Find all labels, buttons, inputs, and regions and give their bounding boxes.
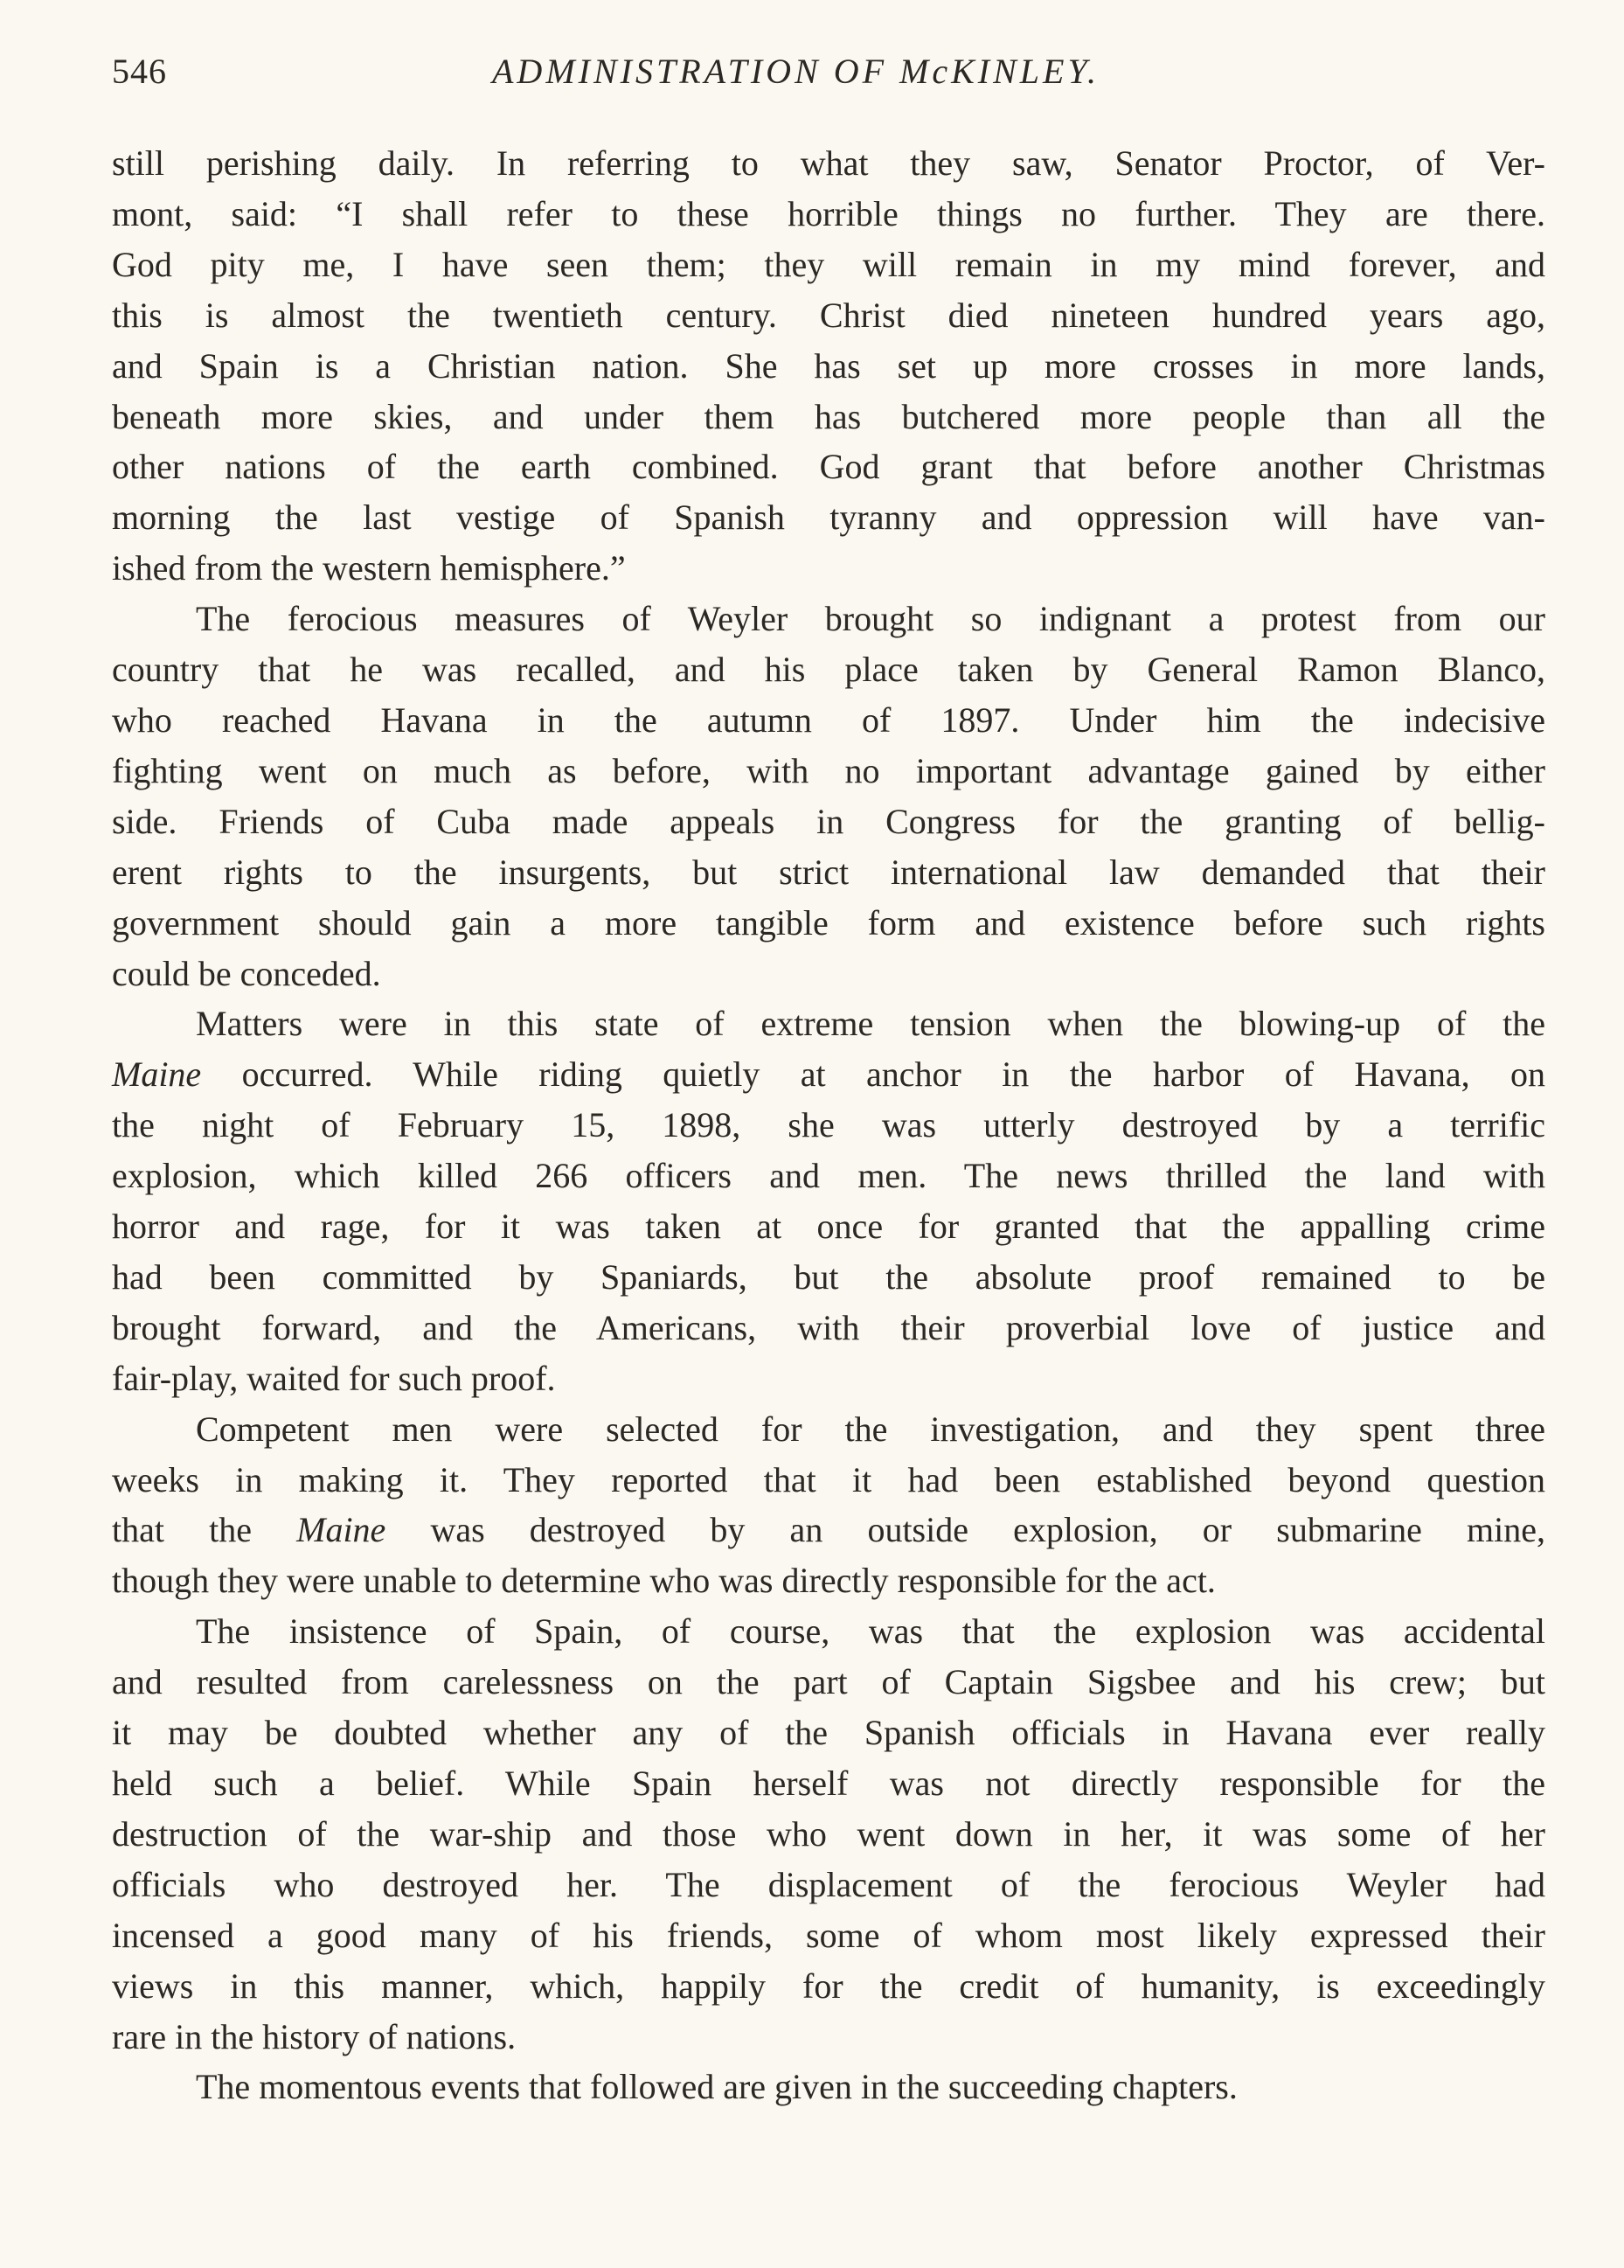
- text-line: beneath more skies, and under them has butchered more people than all the: [112, 396, 1545, 436]
- text-line: Matters were in this state of extreme tension when the blowing-up of the: [196, 1004, 1545, 1044]
- book-page: [112, 51, 1545, 2112]
- text-line: had been committed by Spaniards, but the absolute proof remained to be: [112, 1256, 1545, 1297]
- ship-name: Maine: [112, 1054, 202, 1095]
- text-line: mont, said: “I shall refer to these horrible things no further. They are there.: [112, 193, 1545, 233]
- text-line: still perishing daily. In referring to what they saw, Senator Proctor, of Ver-: [112, 143, 1545, 183]
- text-line: this is almost the twentieth century. Christ died nineteen hundred years ago,: [112, 295, 1545, 335]
- text-line: officials who destroyed her. The displacement of the ferocious Weyler had: [112, 1864, 1545, 1904]
- text-line: destruction of the war-ship and those who went down in her, it was some of her: [112, 1813, 1545, 1854]
- text-line: The momentous events that followed are given in the succeeding chapters.: [196, 2067, 1238, 2107]
- paragraph-3: [112, 998, 1545, 1403]
- text-line: The insistence of Spain, of course, was that the explosion was accidental: [196, 1611, 1545, 1652]
- text-line: and resulted from carelessness on the part of Captain Sigsbee and his crew; but: [112, 1662, 1545, 1702]
- text-line: brought forward, and the Americans, with their proverbial love of justice and: [112, 1307, 1545, 1347]
- paragraph-1: [112, 138, 1545, 594]
- paragraph-5: [112, 1606, 1545, 2062]
- paragraph-6: [112, 2062, 1545, 2112]
- text-line: fair-play, waited for such proof.: [112, 1358, 556, 1398]
- text-line: morning the last vestige of Spanish tyranny and oppression will have van-: [112, 497, 1545, 538]
- text-line: erent rights to the insurgents, but strict international law demanded that their: [112, 852, 1545, 892]
- page-number: 546: [112, 52, 167, 91]
- text-line: weeks in making it. They reported that it had been established beyond question: [112, 1459, 1545, 1499]
- text-line: other nations of the earth combined. God grant that before another Christmas: [112, 447, 1545, 487]
- text-line: government should gain a more tangible form and existence before such rights: [112, 902, 1545, 943]
- running-title: ADMINISTRATION OF McKINLEY.: [492, 52, 1100, 91]
- text-line: could be conceded.: [112, 953, 381, 993]
- text-line: Maine occurred. While riding quietly at anchor in the harbor of Havana, on: [112, 1054, 1545, 1095]
- text-line: explosion, which killed 266 officers and men. The news thrilled the land with: [112, 1156, 1545, 1196]
- text-line: side. Friends of Cuba made appeals in Congress for the granting of bellig-: [112, 801, 1545, 841]
- text-line: that the Maine was destroyed by an outside explosion, or submarine mine,: [112, 1510, 1545, 1550]
- text-line: the night of February 15, 1898, she was utterly destroyed by a terrific: [112, 1105, 1545, 1145]
- paragraph-4: [112, 1404, 1545, 1607]
- text-line: and Spain is a Christian nation. She has set up more crosses in more lands,: [112, 345, 1545, 386]
- text-line: fighting went on much as before, with no important advantage gained by either: [112, 750, 1545, 790]
- text-line: it may be doubted whether any of the Spanish officials in Havana ever really: [112, 1713, 1545, 1753]
- body-text: [112, 138, 1545, 2112]
- text-line: horror and rage, for it was taken at once for granted that the appalling crime: [112, 1207, 1545, 1247]
- text-line: Competent men were selected for the investigation, and they spent three: [196, 1409, 1545, 1449]
- text-line: views in this manner, which, happily for the credit of humanity, is exceedingly: [112, 1965, 1545, 2006]
- running-head: [112, 51, 1545, 103]
- text-line: ished from the western hemisphere.”: [112, 548, 626, 588]
- text-line: held such a belief. While Spain herself was not directly responsible for the: [112, 1764, 1545, 1803]
- text-line: who reached Havana in the autumn of 1897. Under him the indecisive: [112, 699, 1545, 740]
- text-line: The ferocious measures of Weyler brought so indignant a protest from our: [196, 599, 1545, 639]
- text-line: though they were unable to determine who was directly responsible for the act.: [112, 1561, 1216, 1601]
- text-line: country that he was recalled, and his place taken by General Ramon Blanco,: [112, 650, 1545, 690]
- text-line: God pity me, I have seen them; they will remain in my mind forever, and: [112, 244, 1545, 284]
- ship-name: Maine: [296, 1510, 386, 1550]
- paragraph-2: [112, 594, 1545, 998]
- text-line: incensed a good many of his friends, some of whom most likely expressed their: [112, 1915, 1545, 1955]
- text-line: rare in the history of nations.: [112, 2016, 517, 2056]
